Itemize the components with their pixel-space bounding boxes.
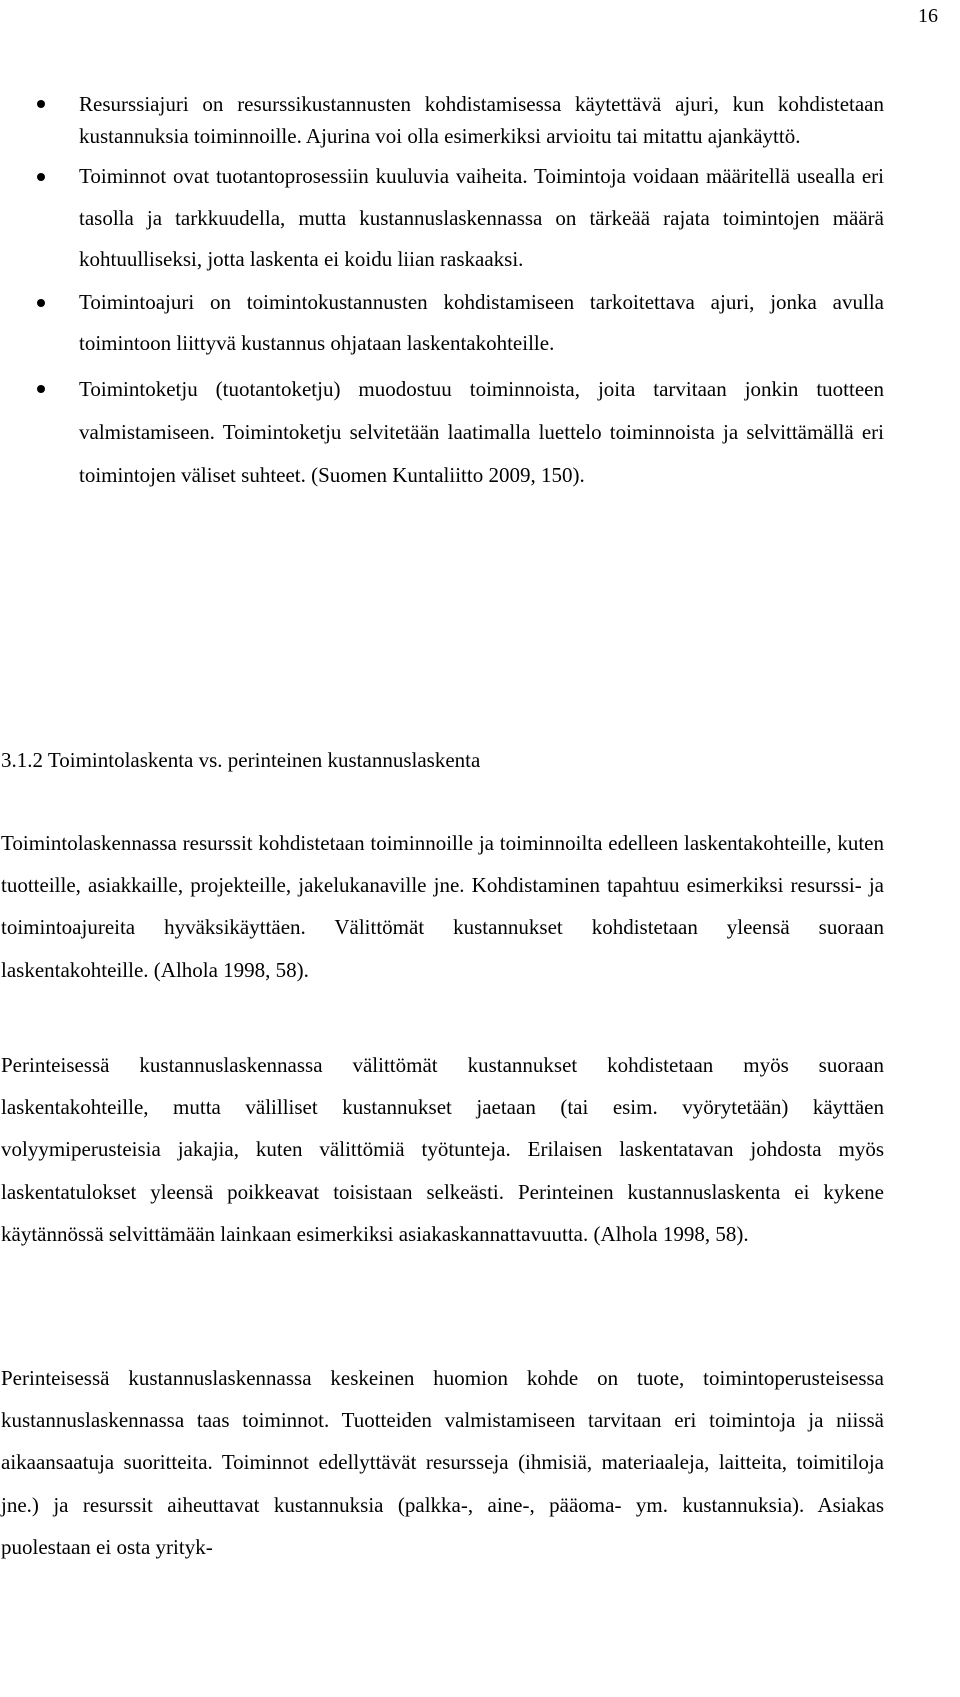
paragraph: Perinteisessä kustannuslaskennassa välittömät kustannukset kohdistetaan myös suoraan laskentakohteille, mutta välilliset kustannukset jaetaan (tai esim. vyörytetään) käyttäen volyymiperusteisia jakajia, kuten välittömiä työtunteja. Erilaisen laskentatavan johdosta myös laskentatulokset yleensä poikkeavat toisistaan selkeästi. Perinteinen kustannuslaskenta ei kykene käytännössä selvittämään lainkaan esimerkiksi asiakaskannattavuutta. (Alhola 1998, 58). [1, 1053, 884, 1246]
list-item [0, 156, 884, 281]
definition-list [0, 84, 960, 497]
list-item [0, 84, 884, 156]
list-item-text: Toimintoketju (tuotantoketju) muodostuu toiminnoista, joita tarvitaan jonkin tuotteen valmistamiseen. Toimintoketju selvitetään laatimalla luettelo toiminnoista ja selvittämällä eri toimintojen väliset suhteet. (Suomen Kuntaliitto 2009, 150). [79, 376, 884, 487]
paragraph: Toimintolaskennassa resurssit kohdistetaan toiminnoille ja toiminnoilta edelleen laskentakohteille, kuten tuotteille, asiakkaille, projekteille, jakelukanaville jne. Kohdistaminen tapahtuu esimerkiksi resurssi- ja toimintoajureita hyväksikäyttäen. Välittömät kustannukset kohdistetaan yleensä suoraan laskentakohteille. (Alhola 1998, 58). [1, 831, 884, 982]
list-item-text: Toiminnot ovat tuotantoprosessiin kuuluvia vaiheita. Toimintoja voidaan määritellä usealla eri tasolla ja tarkkuudella, mutta kustannuslaskennassa on tärkeää rajata toimintojen määrä kohtuulliseksi, jotta laskenta ei koidu liian raskaaksi. [79, 164, 884, 271]
list-item [0, 368, 884, 497]
paragraph: Perinteisessä kustannuslaskennassa keskeinen huomion kohde on tuote, toimintoperusteisessa kustannuslaskennassa taas toiminnot. Tuotteiden valmistamiseen tarvitaan eri toimintoja ja niissä aikaansaatuja suoritteita. Toiminnot edellyttävät resursseja (ihmisiä, materiaaleja, laitteita, toimitiloja jne.) ja resurssit aiheuttavat kustannuksia (palkka-, aine-, pääoma- ym. kustannuksia). Asiakas puolestaan ei osta yrityk- [1, 1366, 884, 1559]
page-number: 16 [918, 5, 938, 27]
bullet-icon [37, 100, 45, 108]
section-heading: 3.1.2 Toimintolaskenta vs. perinteinen kustannuslaskenta [1, 748, 481, 772]
bullet-icon [37, 385, 45, 393]
list-item [0, 282, 884, 365]
list-item-text: Resurssiajuri on resurssikustannusten kohdistamisessa käytettävä ajuri, kun kohdistetaan kustannuksia toiminnoille. Ajurina voi olla esimerkiksi arvioitu tai mitattu ajankäyttö. [79, 92, 884, 148]
bullet-icon [37, 173, 45, 181]
bullet-icon [37, 299, 45, 307]
list-item-text: Toimintoajuri on toimintokustannusten kohdistamiseen tarkoitettava ajuri, jonka avulla toimintoon liittyvä kustannus ohjataan laskentakohteille. [79, 289, 884, 355]
